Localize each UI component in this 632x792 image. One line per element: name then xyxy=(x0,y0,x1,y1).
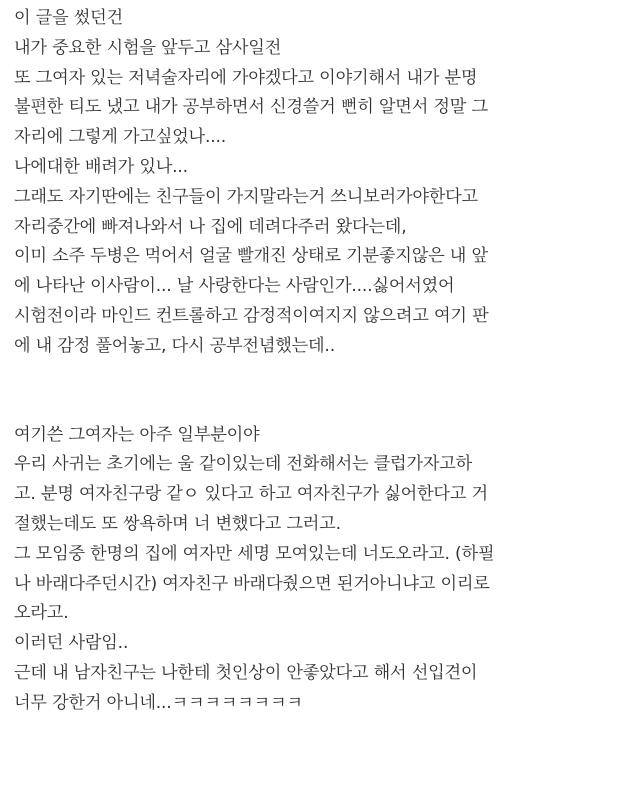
text-line: 나 바래다주던시간) 여자친구 바래다줬으면 된거아니냐고 이리로 xyxy=(14,573,490,594)
text-line: 시험전이라 마인드 컨트롤하고 감정적이여지지 않으려고 여기 판 xyxy=(14,305,489,326)
paragraph-2 xyxy=(14,421,626,719)
text-line: 오라고. xyxy=(14,603,69,624)
text-line: 너무 강한거 아니네...ㅋㅋㅋㅋㅋㅋㅋㅋ xyxy=(14,692,303,713)
text-line: 자리에 그렇게 가고싶었나.... xyxy=(14,127,227,148)
text-line: 나에대한 배려가 있나... xyxy=(14,156,188,177)
text-line: 이미 소주 두병은 먹어서 얼굴 빨개진 상태로 기분좋지않은 내 앞 xyxy=(14,246,488,267)
text-line: 에 내 감정 풀어놓고, 다시 공부전념했는데.. xyxy=(14,335,335,356)
text-line: 그 모임중 한명의 집에 여자만 세명 모여있는데 너도오라고. (하필 xyxy=(14,543,495,564)
text-line: 불편한 티도 냈고 내가 공부하면서 신경쓸거 뻔히 알면서 정말 그 xyxy=(14,97,488,118)
text-line: 또 그여자 있는 저녁술자리에 가야겠다고 이야기해서 내가 분명 xyxy=(14,67,478,88)
text-line: 자리중간에 빠져나와서 나 집에 데려다주러 왔다는데, xyxy=(14,216,407,237)
text-line: 내가 중요한 시험을 앞두고 삼사일전 xyxy=(14,37,282,58)
text-line: 이 글을 썼던건 xyxy=(14,8,123,28)
text-line: 에 나타난 이사람이... 날 사랑한다는 사람인가....싫어서였어 xyxy=(14,276,455,297)
text-line: 근데 내 남자친구는 나한테 첫인상이 안좋았다고 해서 선입견이 xyxy=(14,662,478,683)
text-line: 그래도 자기딴에는 친구들이 가지말라는거 쓰니보러가야한다고 xyxy=(14,186,478,207)
text-line: 우리 사귀는 초기에는 울 같이있는데 전화해서는 클럽가자고하 xyxy=(14,454,473,475)
paragraph-spacer xyxy=(14,362,626,421)
text-line: 이러던 사람임.. xyxy=(14,633,129,654)
paragraph-1 xyxy=(14,4,626,362)
text-line: 여기쓴 그여자는 아주 일부분이야 xyxy=(14,424,260,445)
post-body xyxy=(14,4,626,719)
text-line: 절했는데도 또 쌍욕하며 너 변했다고 그러고. xyxy=(14,513,341,534)
text-line: 고. 분명 여자친구랑 같ㅇ 있다고 하고 여자친구가 싫어한다고 거 xyxy=(14,484,488,505)
